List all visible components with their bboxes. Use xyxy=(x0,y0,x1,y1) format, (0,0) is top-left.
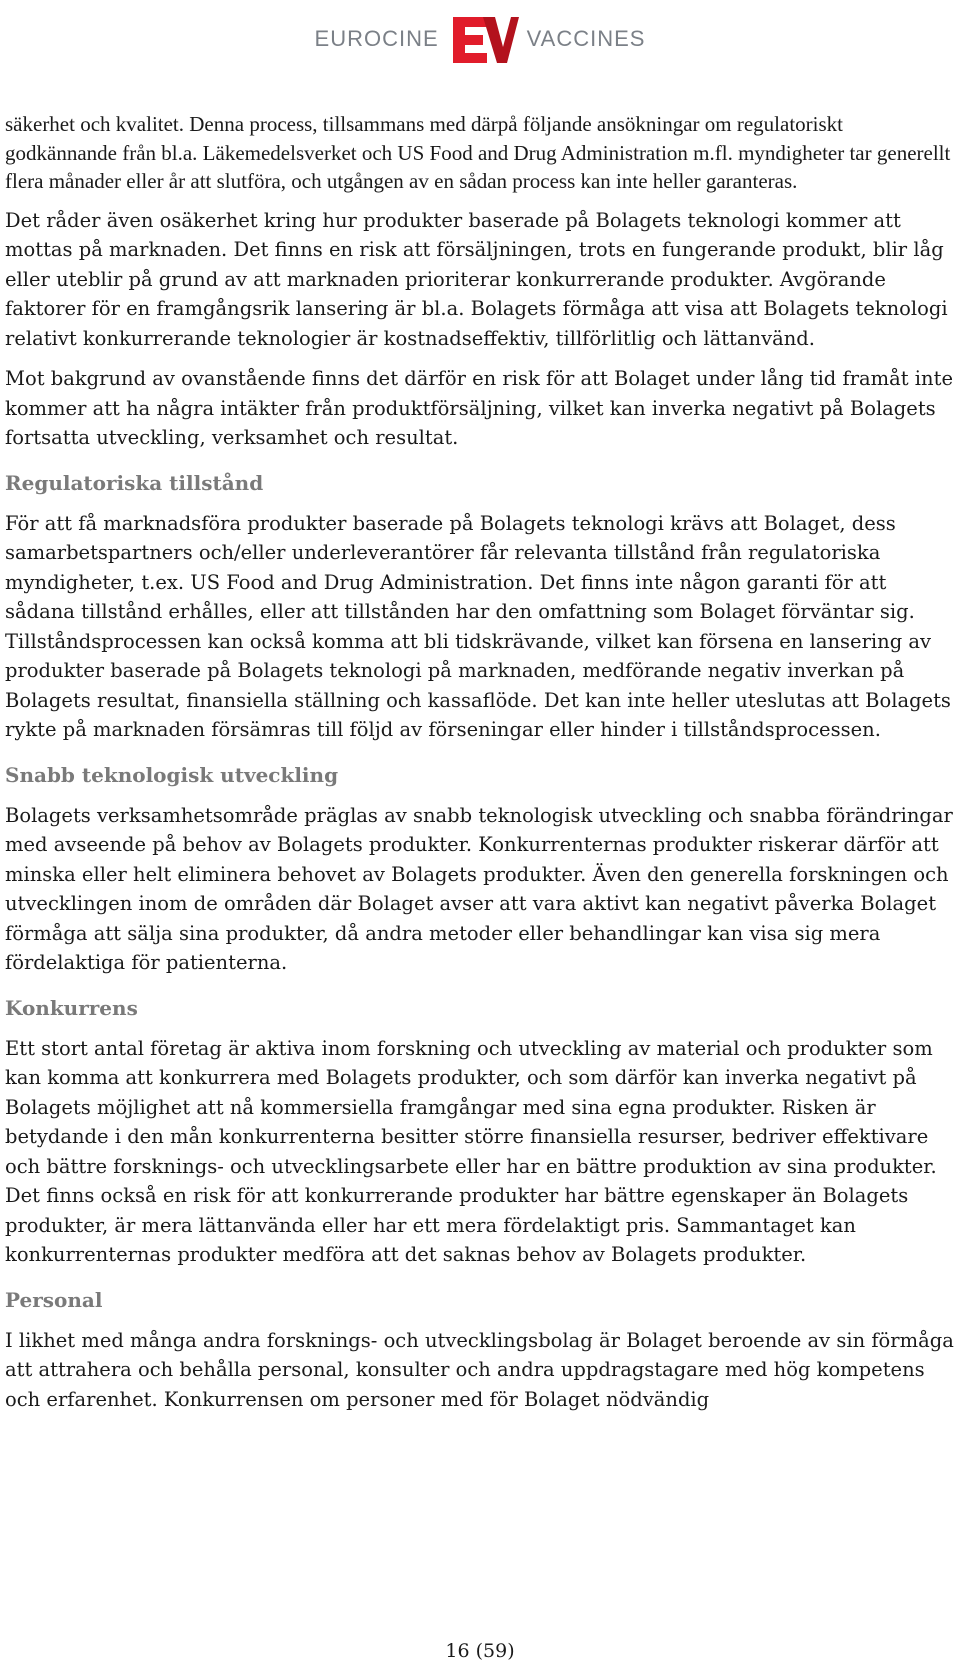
document-header xyxy=(0,4,960,74)
section-heading: Konkurrens xyxy=(5,995,138,1020)
document-body xyxy=(5,110,955,1425)
paragraph: Ett stort antal företag är aktiva inom forskning och utveckling av material och produkter som kan komma att konkurrera med Bolagets produkter, och som därför kan inverka negativt på Bolagets möjlighet att nå kommersiella framgångar med sina egna produkter. Risken är betydande i den mån konkurrenterna besitter större finansiella resurser, bedriver effektivare och bättre forsknings- och utvecklingsarbete eller har en bättre produktion av sina produkter. Det finns också en risk för att konkurrerande produkter har bättre egenskaper än Bolagets produkter, är mera lättanvända eller har ett mera fördelaktigt pris. Sammantaget kan konkurrenternas produkter medföra att det saknas behov av Bolagets produkter. xyxy=(5,1036,937,1266)
paragraph: Bolagets verksamhetsområde präglas av snabb teknologisk utveckling och snabba förändringar med avseende på behov av Bolagets produkter. Konkurrenternas produkter riskerar därför att minska eller helt eliminera behovet av Bolagets produkter. Även den generella forskningen och utvecklingen inom de områden där Bolaget avser att vara aktivt kan negativt påverka Bolaget förmåga att sälja sina produkter, då andra metoder eller behandlingar kan visa sig mera fördelaktiga för patienterna. xyxy=(5,803,953,974)
paragraph: säkerhet och kvalitet. Denna process, tillsammans med därpå följande ansökningar om regulatoriskt godkännande från bl.a. Läkemedelsverket och US Food and Drug Administration m.fl. myndigheter tar generellt flera månader eller år att slutföra, och utgången av en sådan process kan inte heller garanteras. xyxy=(5,112,951,193)
paragraph: I likhet med många andra forsknings- och utvecklingsbolag är Bolaget beroende av sin förmåga att attrahera och behålla personal, konsulter och andra uppdragstagare med hög kompetens och erfarenhet. Konkurrensen om personer med för Bolaget nödvändig xyxy=(5,1328,954,1411)
eurocine-logo-icon xyxy=(447,7,519,71)
logo-text-left: EUROCINE xyxy=(314,26,439,51)
logo-text-right: VACCINES xyxy=(526,26,646,51)
page-number: 16 (59) xyxy=(445,1640,515,1662)
section-heading: Snabb teknologisk utveckling xyxy=(5,762,339,787)
section-heading: Personal xyxy=(5,1287,103,1312)
paragraph: Det råder även osäkerhet kring hur produkter baserade på Bolagets teknologi kommer att mottas på marknaden. Det finns en risk att försäljningen, trots en fungerande produkt, blir låg eller uteblir på grund av att marknaden prioriterar konkurrerande produkter. Avgörande faktorer för en framgångsrik lansering är bl.a. Bolagets förmåga att visa att Bolagets teknologi relativt konkurrerande teknologier är kostnadseffektiv, tillförlitlig och lättanvänd. xyxy=(5,208,948,350)
paragraph: För att få marknadsföra produkter baserade på Bolagets teknologi krävs att Bolaget, dess samarbetspartners och/eller underleverantörer får relevanta tillstånd från regulatoriska myndigheter, t.ex. US Food and Drug Administration. Det finns inte någon garanti för att sådana tillstånd erhålles, eller att tillstånden har den omfattning som Bolaget förväntar sig. Tillståndsprocessen kan också komma att bli tidskrävande, vilket kan försena en lansering av produkter baserade på Bolagets teknologi på marknaden, medförande negativ inverkan på Bolagets resultat, finansiella ställning och kassaflöde. Det kan inte heller uteslutas att Bolagets rykte på marknaden försämras till följd av förseningar eller hinder i tillståndsprocessen. xyxy=(5,511,951,741)
section-heading: Regulatoriska tillstånd xyxy=(5,470,264,495)
paragraph: Mot bakgrund av ovanstående finns det därför en risk för att Bolaget under lång tid framåt inte kommer att ha några intäkter från produktförsäljning, vilket kan inverka negativt på Bolagets fortsatta utveckling, verksamhet och resultat. xyxy=(5,367,953,449)
